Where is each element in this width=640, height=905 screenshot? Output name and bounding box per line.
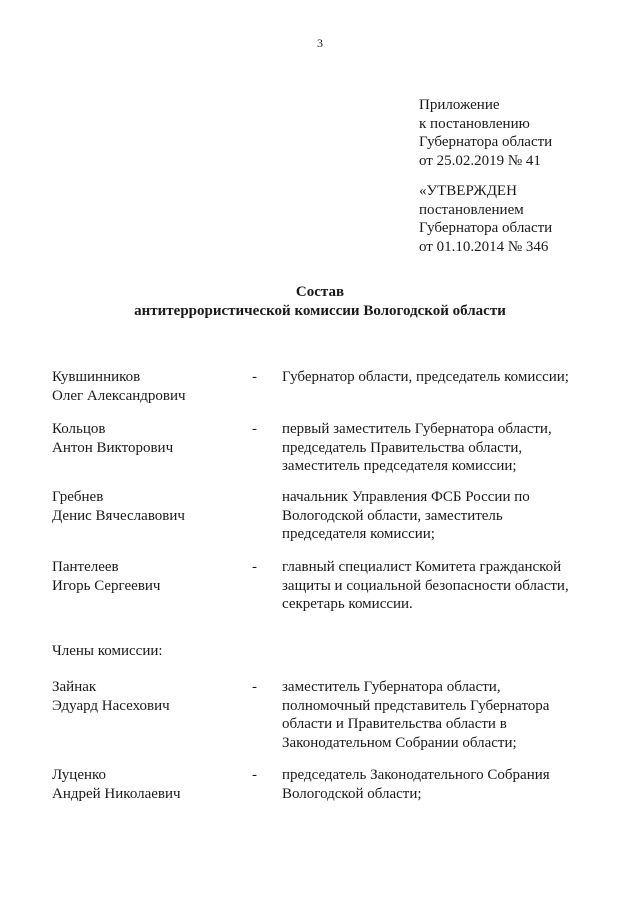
document-title xyxy=(0,283,640,321)
member-dash: - xyxy=(252,369,257,385)
member-name xyxy=(52,420,242,457)
role-line: заместитель Губернатора области, xyxy=(282,679,501,695)
member-surname: Кольцов xyxy=(52,421,106,437)
member-surname: Пантелеев xyxy=(52,559,119,575)
member-given-names: Олег Александрович xyxy=(52,387,186,404)
title-subtitle: антитеррористической комиссии Вологодской области xyxy=(134,303,506,319)
appendix-line: к постановлению xyxy=(419,115,530,132)
member-name xyxy=(52,678,242,715)
role-line: председатель Правительства области, xyxy=(282,439,523,456)
role-line: первый заместитель Губернатора области, xyxy=(282,421,552,437)
member-role xyxy=(282,766,588,803)
member-given-names: Игорь Сергеевич xyxy=(52,577,161,594)
member-surname: Кувшинников xyxy=(52,369,141,385)
role-line: области и Правительства области в xyxy=(282,716,507,732)
appendix-line: Приложение xyxy=(419,97,500,113)
member-name xyxy=(52,368,242,405)
role-line: полномочный представитель Губернатора xyxy=(282,697,550,714)
member-surname: Луценко xyxy=(52,767,107,783)
member-given-names: Антон Викторович xyxy=(52,439,174,456)
role-line: Вологодской области, заместитель xyxy=(282,507,503,524)
approval-line: Губернатора области xyxy=(419,220,553,236)
member-name xyxy=(52,766,242,803)
member-given-names: Денис Вячеславович xyxy=(52,507,185,524)
approval-line: «УТВЕРЖДЕН xyxy=(419,183,517,199)
member-role xyxy=(282,678,588,752)
member-surname: Гребнев xyxy=(52,489,104,505)
role-line: защиты и социальной безопасности области, xyxy=(282,577,569,594)
member-dash: - xyxy=(252,679,257,695)
appendix-block xyxy=(419,96,552,170)
member-surname: Зайнак xyxy=(52,679,97,695)
member-dash: - xyxy=(252,559,257,575)
role-line: секретарь комиссии. xyxy=(282,596,413,612)
approval-line: постановлением xyxy=(419,201,524,218)
appendix-line: от 25.02.2019 № 41 xyxy=(419,152,541,169)
members-heading: Члены комиссии: xyxy=(52,643,163,659)
role-line: начальник Управления ФСБ России по xyxy=(282,489,530,505)
member-dash: - xyxy=(252,421,257,437)
role-line: Губернатор области, председатель комиссии; xyxy=(282,369,569,385)
role-line: председателя комиссии; xyxy=(282,526,435,542)
role-line: председатель Законодательного Собрания xyxy=(282,767,550,783)
member-given-names: Андрей Николаевич xyxy=(52,785,181,802)
role-line: Законодательном Собрании области; xyxy=(282,734,517,751)
role-line: Вологодской области; xyxy=(282,785,422,802)
role-line: главный специалист Комитета гражданской xyxy=(282,559,562,575)
title-line: Состав xyxy=(295,284,345,300)
member-name xyxy=(52,558,242,595)
member-role xyxy=(282,488,588,544)
member-role xyxy=(282,558,588,614)
member-dash: - xyxy=(252,767,257,783)
approval-block xyxy=(419,182,552,256)
page-number: 3 xyxy=(317,36,323,50)
role-line: заместитель председателя комиссии; xyxy=(282,458,517,474)
member-role xyxy=(282,368,588,387)
appendix-line: Губернатора области xyxy=(419,134,553,150)
member-name xyxy=(52,488,242,525)
approval-line: от 01.10.2014 № 346 xyxy=(419,238,549,255)
member-given-names: Эдуард Насехович xyxy=(52,697,170,714)
member-role xyxy=(282,420,588,476)
